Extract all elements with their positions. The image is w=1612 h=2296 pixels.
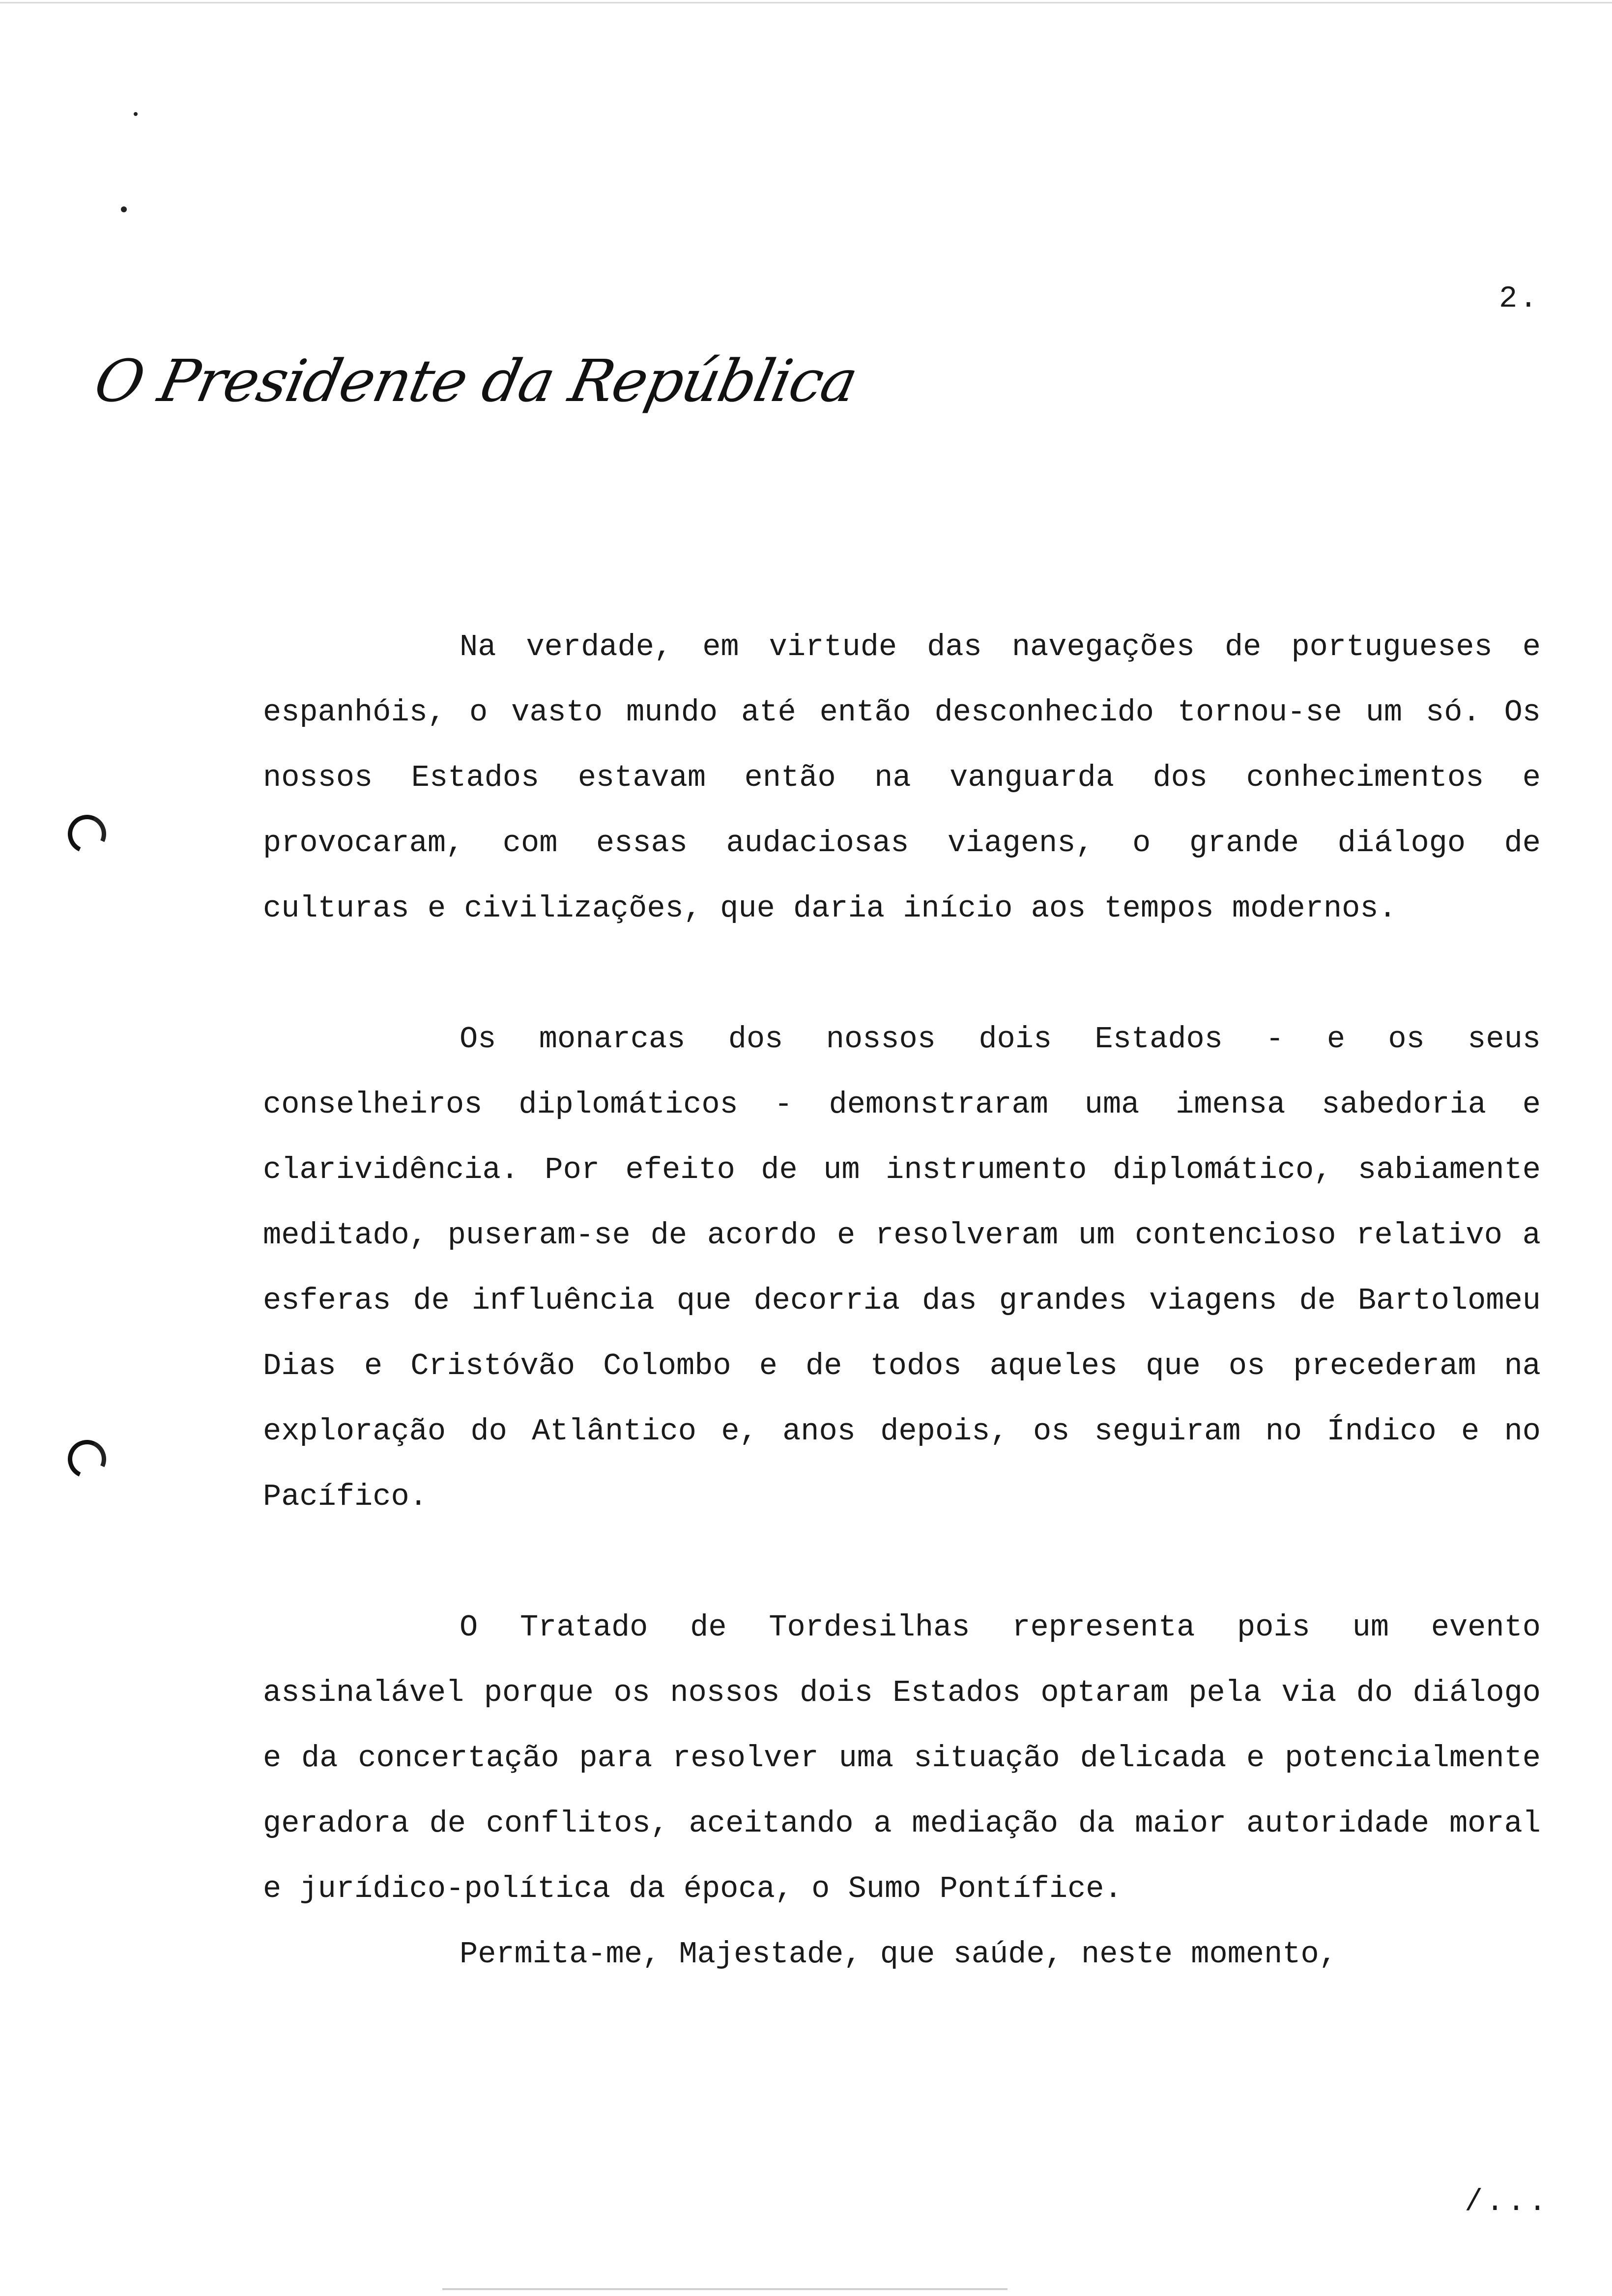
paragraph: O Tratado de Tordesilhas representa pois um evento assinalável porque os nossos dois Estados optaram pela via do diálogo e da concertação para resolver uma situação delicada e potencialmente geradora de conflitos, aceitando a mediação da maior autoridade moral e jurídico-política da época, o Sumo Pontífice. bbox=[263, 1610, 1541, 1906]
continuation-mark: /... bbox=[1465, 2184, 1550, 2219]
paragraph: Permita-me, Majestade, que saúde, neste momento, bbox=[460, 1937, 1337, 1972]
scan-speck bbox=[121, 206, 127, 212]
scan-speck bbox=[134, 112, 138, 116]
scan-edge-top bbox=[0, 2, 1612, 3]
punch-hole-icon bbox=[62, 809, 112, 859]
paragraph: Na verdade, em virtude das navegações de portugueses e espanhóis, o vasto mundo até então desconhecido tornou-se um só. Os nossos Estados estavam então na vanguarda dos conhecimentos e provocaram, com essas audaciosas viagens, o grande diálogo de culturas e civilizações, que daria início aos tempos modernos. bbox=[263, 630, 1541, 926]
letter-body bbox=[263, 614, 1541, 1987]
paragraph: Os monarcas dos nossos dois Estados - e os seus conselheiros diplomáticos - demonstraram uma imensa sabedoria e clarividência. Por efeito de um instrumento diplomático, sabiamente meditado, puseram-se de acordo e resolveram um contencioso relativo a esferas de influência que decorria das grandes viagens de Bartolomeu Dias e Cristóvão Colombo e de todos aqueles que os precederam na exploração do Atlântico e, anos depois, os seguiram no Índico e no Pacífico. bbox=[263, 1022, 1541, 1514]
punch-hole-icon bbox=[62, 1435, 112, 1484]
page-number: 2. bbox=[1499, 281, 1540, 316]
scan-edge-bottom bbox=[442, 2288, 1008, 2290]
letterhead-title: O Presidente da República bbox=[88, 347, 863, 415]
